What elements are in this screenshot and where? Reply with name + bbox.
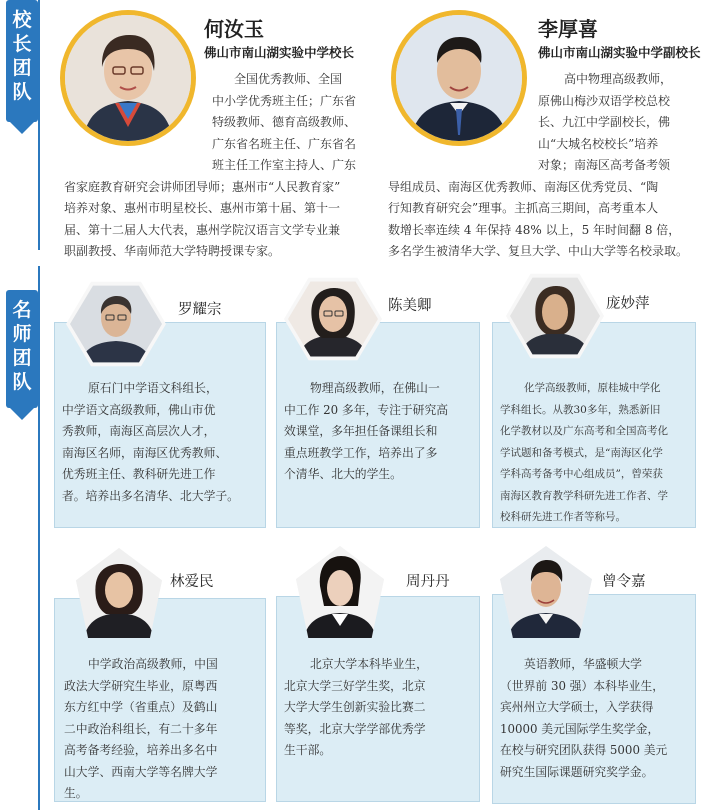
tab-arrow-icon [10, 122, 34, 134]
principal-name: 何汝玉 [204, 17, 264, 41]
teacher-name: 曾令嘉 [602, 574, 646, 590]
principal-title: 佛山市南山湖实验中学校长 [204, 45, 355, 60]
person-portrait-icon [288, 280, 378, 358]
teacher-name: 周丹丹 [406, 574, 450, 590]
principal-team-tab [6, 0, 38, 122]
tab-char: 师 [12, 323, 32, 345]
teacher-bio: 中学政治高级教师，中国 政法大学研究生毕业，原粤西 东方红中学（省重点）及鹤山 二中政治科组长，有二十多年 高考备考经验，培养出多名中 山大学、西南大学等名牌大学 生。 [64, 657, 218, 800]
teacher-photo-frame [500, 546, 592, 638]
person-portrait-icon [76, 548, 162, 638]
teacher-bio: 原石门中学语文科组长， 中学语文高级教师，佛山市优 秀教师，南海区高层次人才， 南海区名师，南海区优秀教师、 优秀班主任、教科研先进工作 者。培养出多名清华、北大学子。 [62, 381, 239, 503]
tab-char: 团 [12, 57, 32, 79]
teacher-bio: 北京大学本科毕业生， 北京大学三好学生奖，北京 大学大学生创新实验比赛二 等奖，北京大学学部优秀学 生干部。 [284, 657, 428, 757]
teacher-bio: 物理高级教师，在佛山一 中工作 20 多年，专注于研究高 效课堂，多年担任备课组长和 重点班教学工作，培养出了多 个清华、北大的学生。 [284, 381, 449, 481]
tab-char: 团 [12, 347, 32, 369]
tab-char: 队 [12, 371, 32, 393]
principal-bio: 全国优秀教师、全国 中小学优秀班主任；广东省 特级教师、德育高级教师、 广东省名班主任、广东省名 班主任工作室主持人、广东 省家庭教育研究会讲师团导师；惠州市“人民教育家” 培养对象、惠州市明星校长、惠州市第十届、第十一 届、第十二届人大代表，惠州学院汉语言文学专业兼 职副教授、华南师范大学特聘授课专家。 [64, 72, 357, 258]
person-portrait-icon [500, 546, 592, 638]
person-portrait-icon [296, 546, 384, 638]
person-portrait-icon [70, 284, 162, 364]
teacher-name: 林爱民 [170, 574, 214, 590]
teacher-divider-line [38, 266, 40, 810]
teacher-bio: 英语教师，华盛顿大学 （世界前 30 强）本科毕业生， 宾州州立大学硕士，入学获得 10000 美元国际学生奖学金， 在校与研究团队获得 5000 美元 研究生国际课题研究奖学金。 [500, 657, 668, 779]
tab-char: 名 [12, 299, 32, 321]
teacher-name: 陈美卿 [388, 298, 432, 314]
teacher-name: 庞妙萍 [606, 296, 650, 312]
person-portrait-icon [510, 276, 600, 356]
vice-principal-bio: 高中物理高级教师， 原佛山梅沙双语学校总校 长、九江中学副校长，佛 山“大城名校校长”培养 对象；南海区高考备考领 导组成员、南海区优秀教师、南海区优秀党员、“陶 行知教育研究会”理事。主抓高三期间，高考重本人 数增长率连续 4 年保持 48% 以上，5 年时间翻 8 倍， 多名学生被清华大学、复旦大学、中山大学等名校录取。 [388, 72, 689, 258]
tab-char: 队 [12, 81, 32, 103]
vice-principal-title: 佛山市南山湖实验中学副校长 [538, 45, 701, 60]
teacher-name: 罗耀宗 [178, 302, 222, 318]
tab-arrow-icon [10, 408, 34, 420]
tab-char: 长 [12, 33, 32, 55]
teacher-team-tab [6, 290, 38, 408]
principal-divider-line [38, 0, 40, 250]
tab-char: 校 [12, 9, 32, 31]
teacher-photo-frame [296, 546, 384, 638]
teacher-photo-frame [76, 548, 162, 638]
teacher-bio: 化学高级教师，原桂城中学化 学科组长。从教30多年，熟悉新旧 化学教材以及广东高考和全国高考化 学试题和备考模式，是“南海区化学 学科高考备考中心组成员”，曾荣获 南海区教育教学科研先进工作者、学 校科研先进工作者等称号。 [500, 382, 668, 523]
vice-principal-name: 李厚喜 [538, 17, 598, 41]
